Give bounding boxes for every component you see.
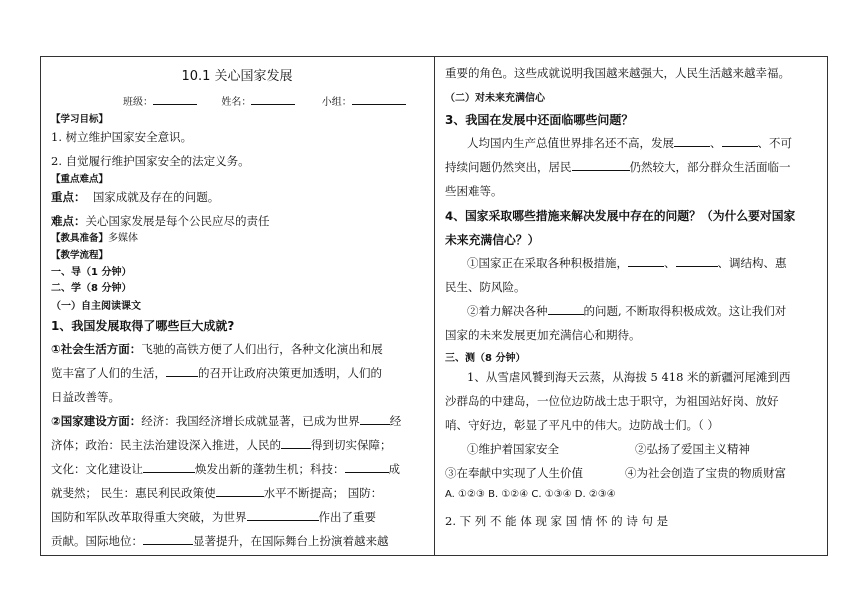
blank-culture[interactable]: [143, 461, 195, 473]
national-line-1: ②国家建设方面：经济：我国经济增长成就显著，已成为世界 经: [51, 414, 402, 428]
blank-technology[interactable]: [345, 461, 389, 473]
options-row-1: [445, 441, 820, 457]
blank-measure-2[interactable]: [676, 255, 718, 267]
goal-2: 2. 自觉履行维护国家安全的法定义务。: [51, 154, 250, 168]
achievements-conclusion: 重要的角色。这些成就说明我国越来越强大，人民生活越来越幸福。: [445, 66, 790, 80]
blank-politics[interactable]: [281, 437, 311, 449]
blank-problem-3[interactable]: [572, 159, 630, 171]
flow-step-2: 二、学（8 分钟）: [51, 283, 132, 294]
group-label: 小组：: [321, 97, 352, 108]
left-column: [41, 57, 433, 555]
answer-choices: A. ①②③ B. ①②④ C. ①③④ D. ②③④: [445, 489, 616, 500]
problems-line-3: 些困难等。: [445, 184, 503, 198]
test-heading: 三、测（8 分钟）: [445, 353, 526, 364]
goal-1: 1. 树立维护国家安全意识。: [51, 130, 193, 144]
student-info-row: [123, 93, 427, 108]
class-label: 班级：: [123, 97, 153, 108]
option-3: ③在奉献中实现了人生价值: [445, 466, 583, 480]
problems-line-2: 持续问题仍然突出，居民 仍然较大，部分群众生活面临一: [445, 160, 791, 174]
goals-heading: 【学习目标】: [51, 114, 109, 125]
national-line-5: 国防和军队改革取得重大突破，为世界 作出了重要: [51, 510, 376, 524]
question-3: 3、我国在发展中还面临哪些问题？: [445, 113, 634, 127]
measures-line-1: ①国家正在采取各种积极措施， 、 、调结构、惠: [467, 256, 787, 270]
teaching-aids: 【教具准备】多媒体: [51, 233, 139, 244]
right-column: [435, 57, 828, 555]
option-2: ②弘扬了爱国主义精神: [635, 442, 750, 456]
problems-line-1: 人均国内生产总值世界排名还不高，发展 、 、不可: [467, 136, 792, 150]
test-q1-line-1: 1、从雪虐风饕到海天云蒸，从海拔 5 418 米的新疆河尾滩到西: [467, 370, 791, 384]
difficult-point: 难点：关心国家发展是每个公民应尽的责任: [51, 214, 270, 228]
blank-problem-2[interactable]: [722, 135, 758, 147]
question-4-line-1: 4、国家采取哪些措施来解决发展中存在的问题？（为什么要对国家: [445, 209, 796, 223]
measures-line-4: 国家的未来发展更加充满信心和期待。: [445, 328, 641, 342]
blank-measure-3[interactable]: [548, 303, 584, 315]
national-line-4: 就斐然； 民生：惠民利民政策使 水平不断提高； 国防：: [51, 486, 383, 500]
section-confidence: （二）对未来充满信心: [445, 93, 545, 104]
question-4-line-2: 未来充满信心？）: [445, 233, 540, 247]
option-1: ①维护着国家安全: [467, 442, 559, 456]
section-reading: （一）自主阅读课文: [51, 301, 141, 312]
group-blank[interactable]: [352, 93, 406, 105]
question-1: 1、我国发展取得了哪些巨大成就?: [51, 319, 235, 333]
test-q1-line-3: 哨、守好边，彰显了平凡中的伟大。边防战士们。（ ）: [445, 418, 719, 432]
option-4: ④为社会创造了宝贵的物质财富: [625, 466, 786, 480]
teaching-flow-heading: 【教学流程】: [51, 250, 109, 261]
class-blank[interactable]: [153, 93, 197, 105]
test-q1-line-2: 沙群岛的中建岛，一位位边防战士忠于职守，为祖国站好岗、放好: [445, 394, 779, 408]
name-label: 姓名：: [221, 97, 252, 108]
social-life-line-2: 览丰富了人们的生活， 的召开让政府决策更加透明，人们的: [51, 366, 382, 380]
blank-measure-1[interactable]: [628, 255, 664, 267]
options-row-2: [445, 465, 820, 481]
worksheet-table: [40, 56, 828, 556]
blank-livelihood[interactable]: [216, 485, 264, 497]
measures-line-3: ②着力解决各种 的问题, 不断取得积极成效。这让我们对: [467, 304, 787, 318]
blank-economy[interactable]: [360, 413, 390, 425]
measures-line-2: 民生、防风险。: [445, 280, 526, 294]
national-line-6: 贡献。国际地位： 显著提升，在国际舞台上扮演着越来越: [51, 534, 389, 548]
key-points-heading: 【重点难点】: [51, 174, 109, 185]
blank-social-1[interactable]: [166, 365, 198, 377]
blank-problem-1[interactable]: [674, 135, 710, 147]
social-life-line-1: ①社会生活方面：飞驰的高铁方便了人们出行，各种文化演出和展: [51, 342, 383, 356]
name-blank[interactable]: [251, 93, 295, 105]
blank-defense[interactable]: [247, 509, 319, 521]
national-line-2: 济体；政治：民主法治建设深入推进，人民的 得到切实保障；: [51, 438, 392, 452]
lesson-title: 10.1 关心国家发展: [181, 69, 293, 84]
flow-step-1: 一、导（1 分钟）: [51, 267, 132, 278]
social-life-line-3: 日益改善等。: [51, 390, 120, 404]
national-line-3: 文化：文化建设让 焕发出新的蓬勃生机；科技： 成: [51, 462, 400, 476]
test-q2: 2. 下 列 不 能 体 现 家 国 情 怀 的 诗 句 是: [445, 514, 669, 528]
key-point: 重点： 国家成就及存在的问题。: [51, 190, 220, 204]
blank-international[interactable]: [143, 533, 193, 545]
